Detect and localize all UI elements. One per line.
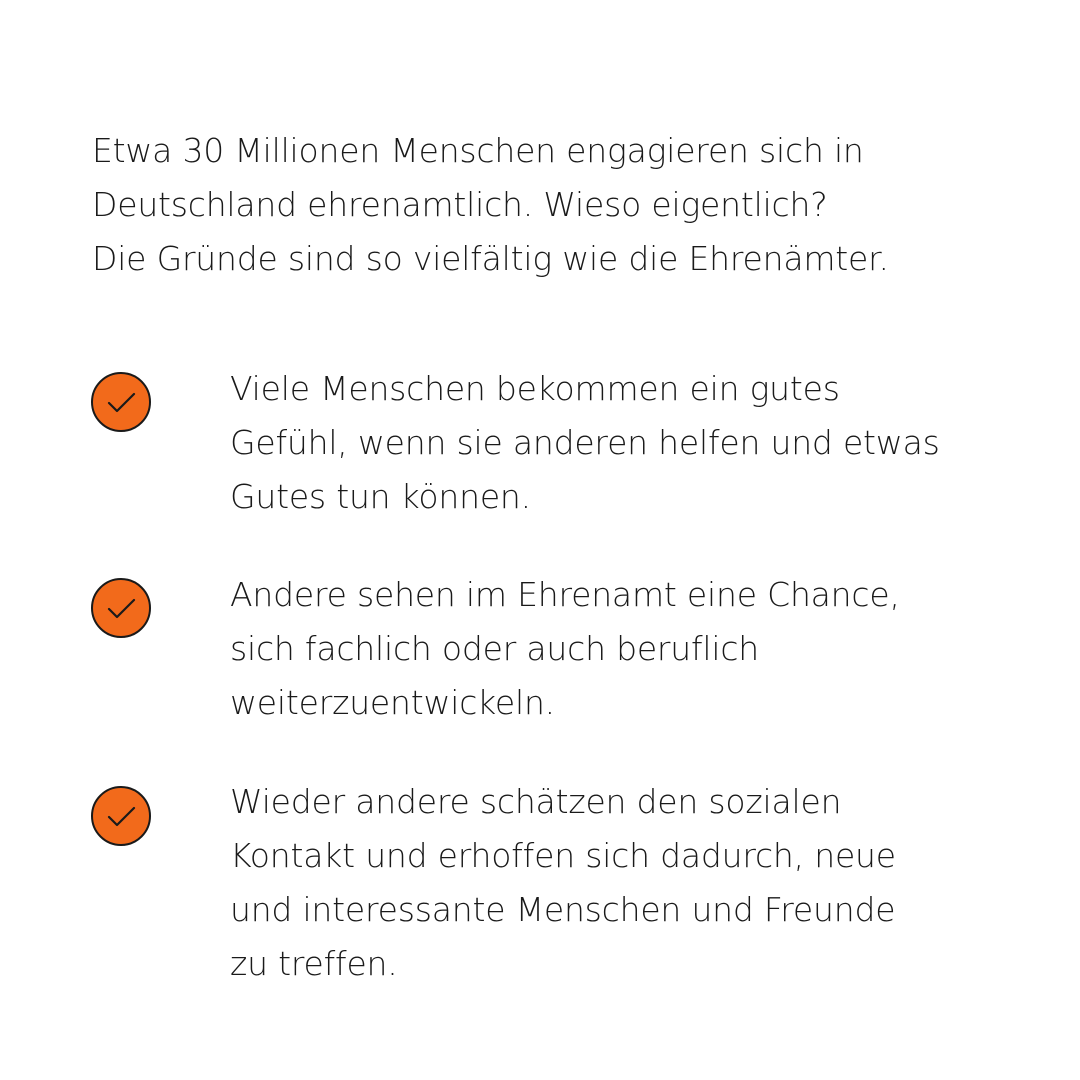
reason-line: zu treffen. <box>230 944 398 983</box>
reason-text <box>230 568 1030 730</box>
checkmark-circle-icon <box>91 372 151 432</box>
reason-line: und interessante Menschen und Freunde <box>230 890 896 929</box>
reason-line: Gefühl, wenn sie anderen helfen und etwas <box>230 423 940 462</box>
reason-line: Viele Menschen bekommen ein gutes <box>230 369 840 408</box>
reason-line: sich fachlich oder auch beruflich <box>230 629 760 668</box>
reason-line: Gutes tun können. <box>230 477 531 516</box>
checkmark-circle-icon <box>91 578 151 638</box>
checkmark-icon <box>93 788 149 844</box>
checkmark-icon <box>93 580 149 636</box>
reason-line: Kontakt und erhoffen sich dadurch, neue <box>230 836 896 875</box>
reason-text <box>230 362 1030 524</box>
intro-line: Die Gründe sind so vielfältig wie die Ehrenämter. <box>92 239 889 278</box>
intro-line: Etwa 30 Millionen Menschen engagieren sich in <box>92 131 864 170</box>
intro-line: Deutschland ehrenamtlich. Wieso eigentlich? <box>92 185 828 224</box>
reason-text <box>230 775 1030 991</box>
reason-line: Andere sehen im Ehrenamt eine Chance, <box>230 575 900 614</box>
checkmark-icon <box>93 374 149 430</box>
intro-paragraph <box>92 124 992 286</box>
reason-line: weiterzuentwickeln. <box>230 683 555 722</box>
checkmark-circle-icon <box>91 786 151 846</box>
reason-line: Wieder andere schätzen den sozialen <box>230 782 842 821</box>
